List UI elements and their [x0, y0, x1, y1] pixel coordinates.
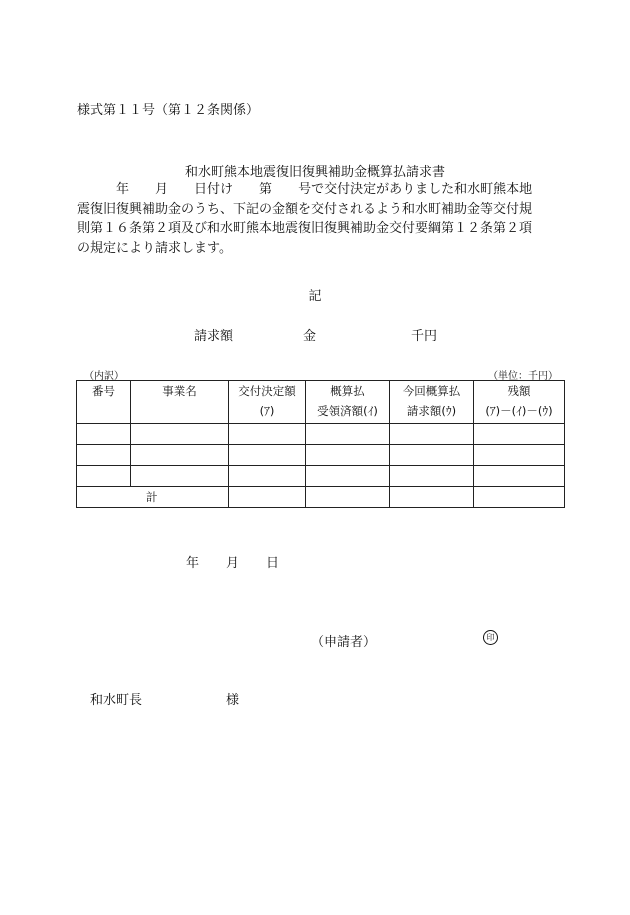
- breakdown-label: （内訳）: [84, 371, 124, 382]
- table-header-row: [77, 381, 565, 424]
- unit-note: （単位：千円）: [488, 371, 558, 382]
- table-row: [77, 445, 565, 466]
- table-cell[interactable]: [229, 466, 306, 487]
- body-line-1: [77, 180, 567, 200]
- total-cell[interactable]: [229, 487, 306, 508]
- table-cell[interactable]: [77, 424, 131, 445]
- total-cell[interactable]: [390, 487, 474, 508]
- body-line1-rest: 号で交付決定がありました和水町熊本地: [298, 182, 533, 197]
- table-cell[interactable]: [390, 424, 474, 445]
- header-grant-decision-amount: 交付決定額 (ｱ): [229, 381, 306, 424]
- body-line-4: の規定により請求します。: [77, 240, 232, 256]
- body-dai-label: 第: [259, 182, 273, 197]
- table-cell[interactable]: [131, 424, 229, 445]
- table-cell[interactable]: [390, 466, 474, 487]
- body-line-3: 則第１６条第２項及び和水町熊本地震復旧復興補助金交付要綱第１２条第２項: [77, 221, 533, 236]
- table-cell[interactable]: [306, 466, 390, 487]
- table-cell[interactable]: [390, 445, 474, 466]
- table-cell[interactable]: [131, 445, 229, 466]
- total-cell[interactable]: [306, 487, 390, 508]
- seal-mark: 印: [483, 630, 498, 645]
- table-cell[interactable]: [77, 445, 131, 466]
- ki-heading: 記: [308, 289, 322, 304]
- body-month-label: 月: [155, 182, 169, 197]
- header-remaining-amount: 残額 (ｱ)－(ｲ)－(ｳ): [474, 381, 565, 424]
- table-cell[interactable]: [474, 466, 565, 487]
- table-row: [77, 424, 565, 445]
- table-cell[interactable]: [474, 424, 565, 445]
- body-day-label: 日付け: [194, 182, 234, 197]
- addressee-honorific: 様: [226, 693, 240, 708]
- date-year-label: 年: [186, 556, 200, 571]
- form-number: 様式第１１号（第１２条関係）: [77, 103, 260, 118]
- request-unit-label: 千円: [411, 329, 438, 344]
- request-kin-label: 金: [303, 329, 317, 344]
- table-cell[interactable]: [306, 445, 390, 466]
- table-total-row: [77, 487, 565, 508]
- table-cell[interactable]: [306, 424, 390, 445]
- addressee-mayor: 和水町長: [90, 693, 143, 708]
- document-title: 和水町熊本地震復旧復興補助金概算払請求書: [184, 165, 445, 180]
- table-cell[interactable]: [474, 445, 565, 466]
- body-year-label: 年: [116, 182, 130, 197]
- date-month-label: 月: [226, 556, 240, 571]
- table-row: [77, 466, 565, 487]
- table-cell[interactable]: [229, 445, 306, 466]
- breakdown-table: [76, 380, 565, 508]
- body-line-2: 震復旧復興補助金のうち、下記の金額を交付されるよう和水町補助金等交付規: [77, 201, 533, 217]
- header-project-name: 事業名: [131, 381, 229, 424]
- total-label: 計: [77, 487, 229, 508]
- header-current-request-amount: 今回概算払 請求額(ｳ): [390, 381, 474, 424]
- header-number: 番号: [77, 381, 131, 424]
- table-cell[interactable]: [131, 466, 229, 487]
- header-received-amount: 概算払 受領済額(ｲ): [306, 381, 390, 424]
- table-cell[interactable]: [77, 466, 131, 487]
- request-body-text: [77, 180, 567, 258]
- applicant-label: （申請者）: [311, 635, 377, 650]
- total-cell[interactable]: [474, 487, 565, 508]
- request-amount-label: 請求額: [194, 329, 234, 344]
- date-day-label: 日: [266, 556, 280, 571]
- table-cell[interactable]: [229, 424, 306, 445]
